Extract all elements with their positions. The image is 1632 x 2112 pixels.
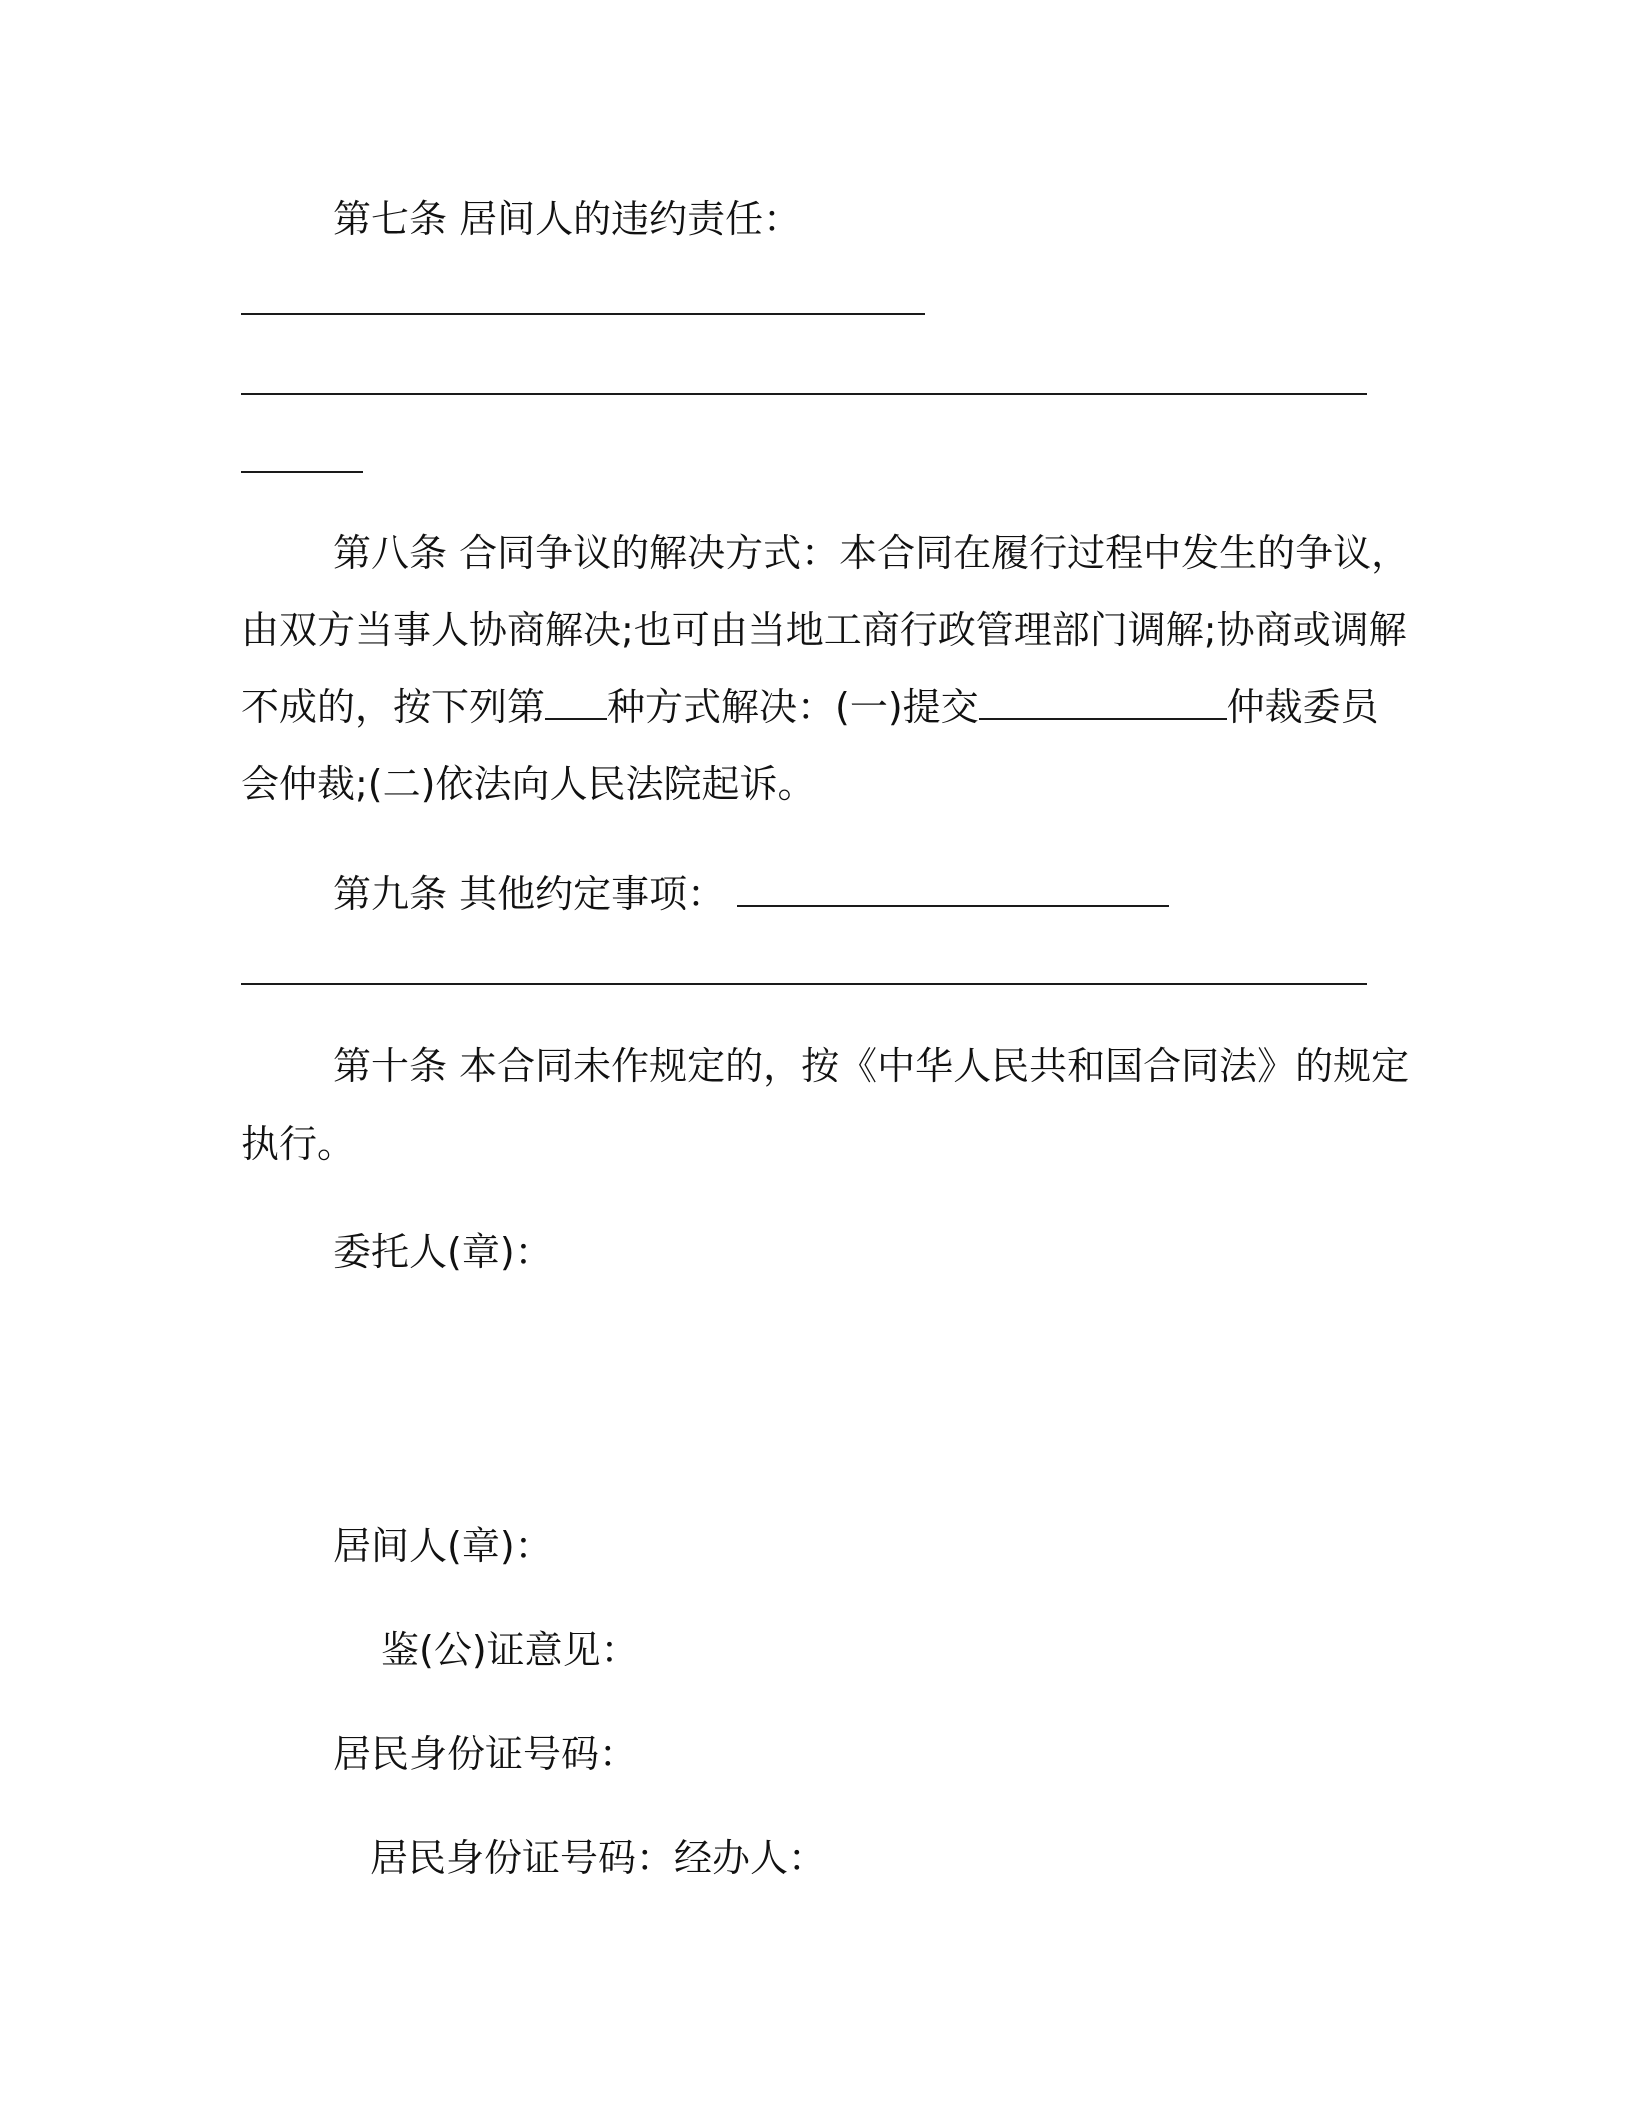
blank-line-2 [241,393,1367,395]
article-8-line-3 [241,684,1379,730]
article-8-line-2: 由双方当事人协商解决;也可由当地工商行政管理部门调解;协商或调解 [241,608,1407,652]
article-10-line-2: 执行。 [241,1122,356,1166]
method-number-blank [545,688,607,720]
article-9-label: 第九条 其他约定事项： [333,872,726,916]
article-8-line-4: 会仲裁;(二)依法向人民法院起诉。 [241,762,816,806]
handler-label: 经办人： [674,1836,827,1880]
article-8-line-3-part-b: 种方式解决：(一)提交 [607,685,979,729]
principal-seal-label: 委托人(章)： [333,1230,553,1274]
article-7-heading: 第七条 居间人的违约责任： [333,197,802,241]
article-8-line-3-part-a: 不成的，按下列第 [241,685,546,729]
id-number-label-1: 居民身份证号码： [333,1732,638,1776]
blank-line-1 [241,313,925,315]
article-10-line-1: 第十条 本合同未作规定的，按《中华人民共和国合同法》的规定 [333,1044,1410,1088]
intermediary-seal-label: 居间人(章)： [333,1524,553,1568]
id-number-handler-line [370,1835,826,1881]
other-matters-blank [737,875,1169,907]
blank-line-4 [241,983,1367,985]
notary-opinion-label: 鉴(公)证意见： [381,1628,639,1672]
article-8-line-3-part-c: 仲裁委员 [1226,685,1379,729]
id-number-label-2: 居民身份证号码： [370,1836,675,1880]
article-9-heading [333,871,1169,917]
arbitration-commission-blank [979,688,1227,720]
blank-line-3 [241,471,363,473]
article-8-line-1: 第八条 合同争议的解决方式：本合同在履行过程中发生的争议， [333,531,1410,575]
